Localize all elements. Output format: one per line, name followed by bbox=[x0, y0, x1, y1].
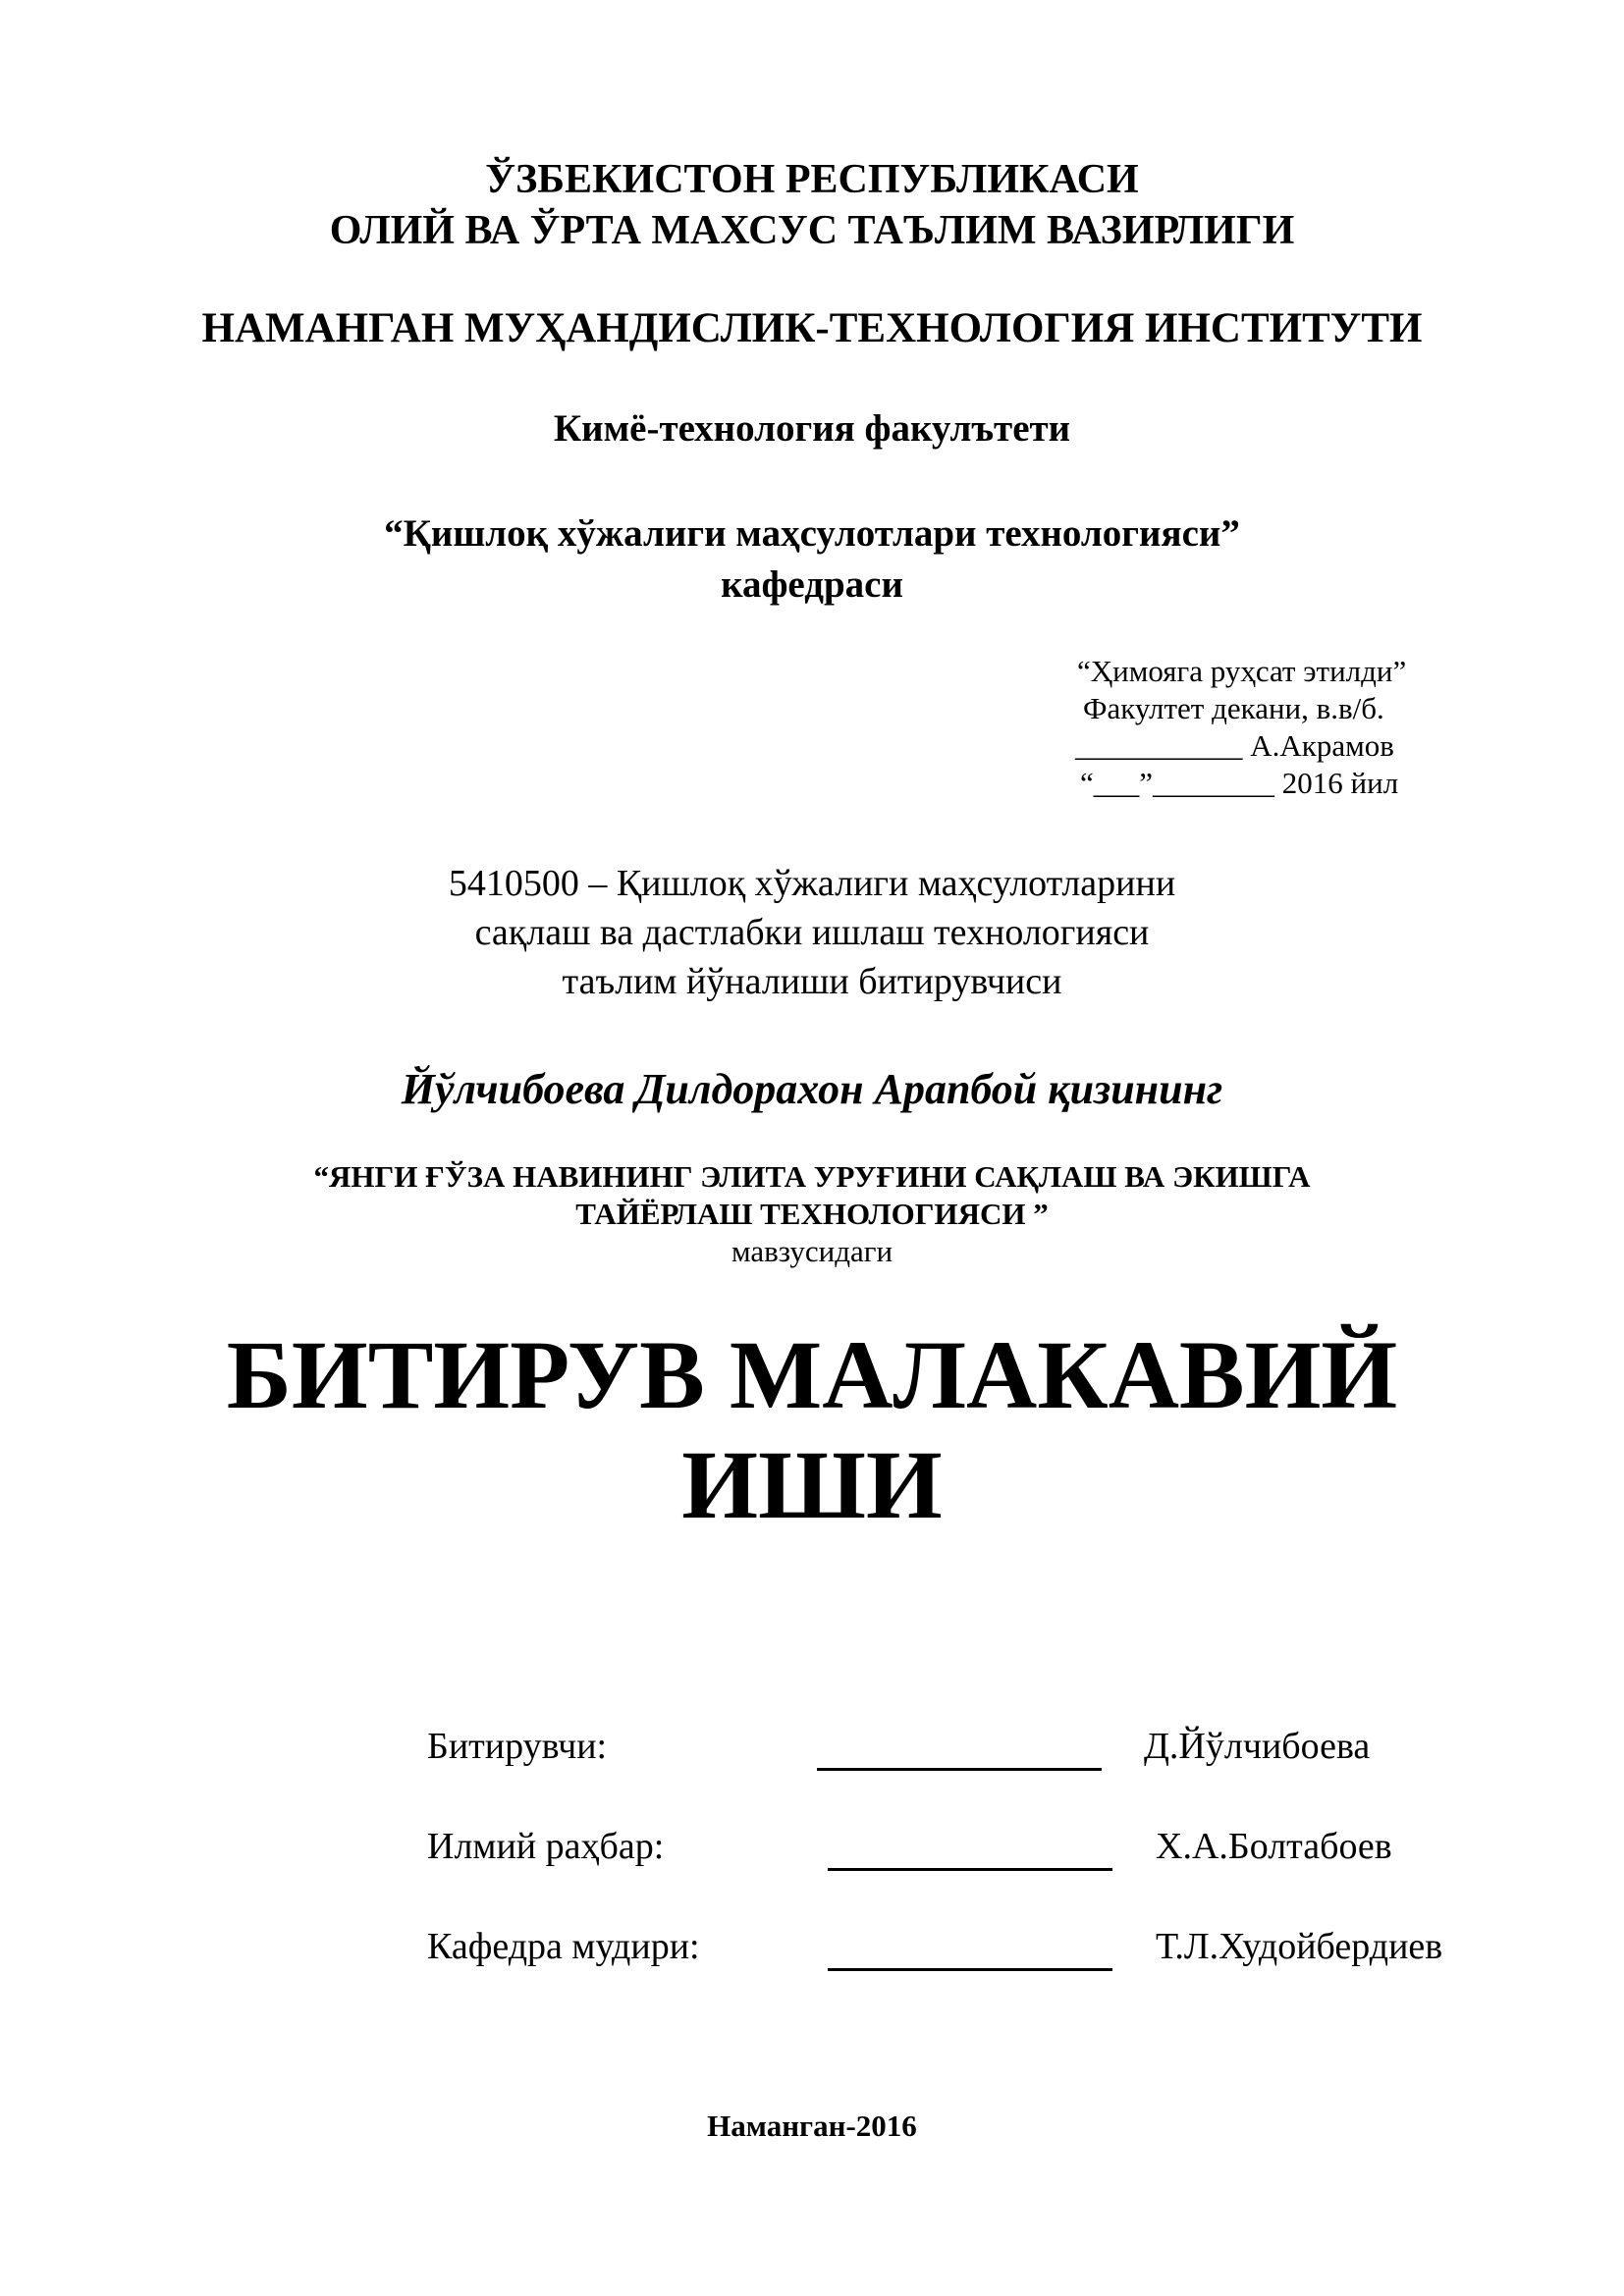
program-line-1: 5410500 – Қишлоқ хўжалиги маҳсулотларини bbox=[448, 863, 1176, 904]
signature-role: Илмий раҳбар: bbox=[427, 1826, 665, 1867]
signature-role: Кафедра мудири: bbox=[427, 1926, 700, 1967]
signature-row-supervisor bbox=[427, 1825, 1556, 1925]
institute-name: НАМАНГАН МУҲАНДИСЛИК-ТЕХНОЛОГИЯ ИНСТИТУТИ bbox=[201, 305, 1423, 351]
signatures-block bbox=[427, 1725, 1556, 2025]
signature-row-graduate bbox=[427, 1725, 1556, 1825]
department-line-2: кафедраси bbox=[721, 563, 903, 606]
signature-line bbox=[828, 1968, 1112, 1971]
topic-line-3: мавзусидаги bbox=[731, 1234, 893, 1268]
ministry-name: ОЛИЙ ВА ЎРТА МАХСУС ТАЪЛИМ ВАЗИРЛИГИ bbox=[329, 208, 1295, 253]
document-title bbox=[0, 1320, 1624, 1540]
approval-line-2: Факултет декани, в.в/б. bbox=[1083, 691, 1384, 725]
signature-line bbox=[828, 1868, 1112, 1871]
topic-line-2: ТАЙЁРЛАШ ТЕХНОЛОГИЯСИ ” bbox=[575, 1197, 1049, 1231]
signature-name: Т.Л.Худойбердиев bbox=[1156, 1926, 1443, 1967]
topic-block bbox=[0, 1158, 1624, 1270]
department-line-1: “Қишлоқ хўжалиги маҳсулотлари технологияси” bbox=[384, 512, 1240, 555]
title-line-2: ИШИ bbox=[681, 1430, 943, 1539]
signature-role: Битирувчи: bbox=[427, 1726, 608, 1767]
signature-row-head bbox=[427, 1925, 1556, 2025]
country-name: ЎЗБЕКИСТОН РЕСПУБЛИКАСИ bbox=[485, 157, 1139, 202]
student-name: Йўлчибоева Дилдорахон Арапбой қизининг bbox=[401, 1065, 1223, 1113]
topic-line-1: “ЯНГИ ҒЎЗА НАВИНИНГ ЭЛИТА УРУҒИНИ САҚЛАШ ВА ЭКИШГА bbox=[313, 1159, 1311, 1194]
faculty-name: Кимё-технология факулътети bbox=[553, 407, 1071, 450]
approval-line-3: ___________ А.Акрамов bbox=[1075, 728, 1394, 763]
ministry-header bbox=[0, 154, 1624, 256]
program-block bbox=[0, 859, 1624, 1006]
program-line-2: сақлаш ва дастлабки ишлаш технологияси bbox=[474, 912, 1150, 953]
approval-line-1: “Ҳимояга руҳсат этилди” bbox=[1077, 654, 1407, 688]
signature-name: Д.Йўлчибоева bbox=[1144, 1726, 1371, 1767]
signature-name: Х.А.Болтабоев bbox=[1156, 1826, 1392, 1867]
signature-line bbox=[817, 1768, 1102, 1771]
title-line-1: БИТИРУВ МАЛАКАВИЙ bbox=[226, 1320, 1398, 1429]
place-year: Наманган-2016 bbox=[707, 2109, 917, 2143]
approval-line-4: “___”________ 2016 йил bbox=[1080, 766, 1399, 800]
program-line-3: таълим йўналиши битирувчиси bbox=[562, 961, 1062, 1002]
approval-block bbox=[1026, 653, 1458, 802]
department-name bbox=[0, 508, 1624, 611]
